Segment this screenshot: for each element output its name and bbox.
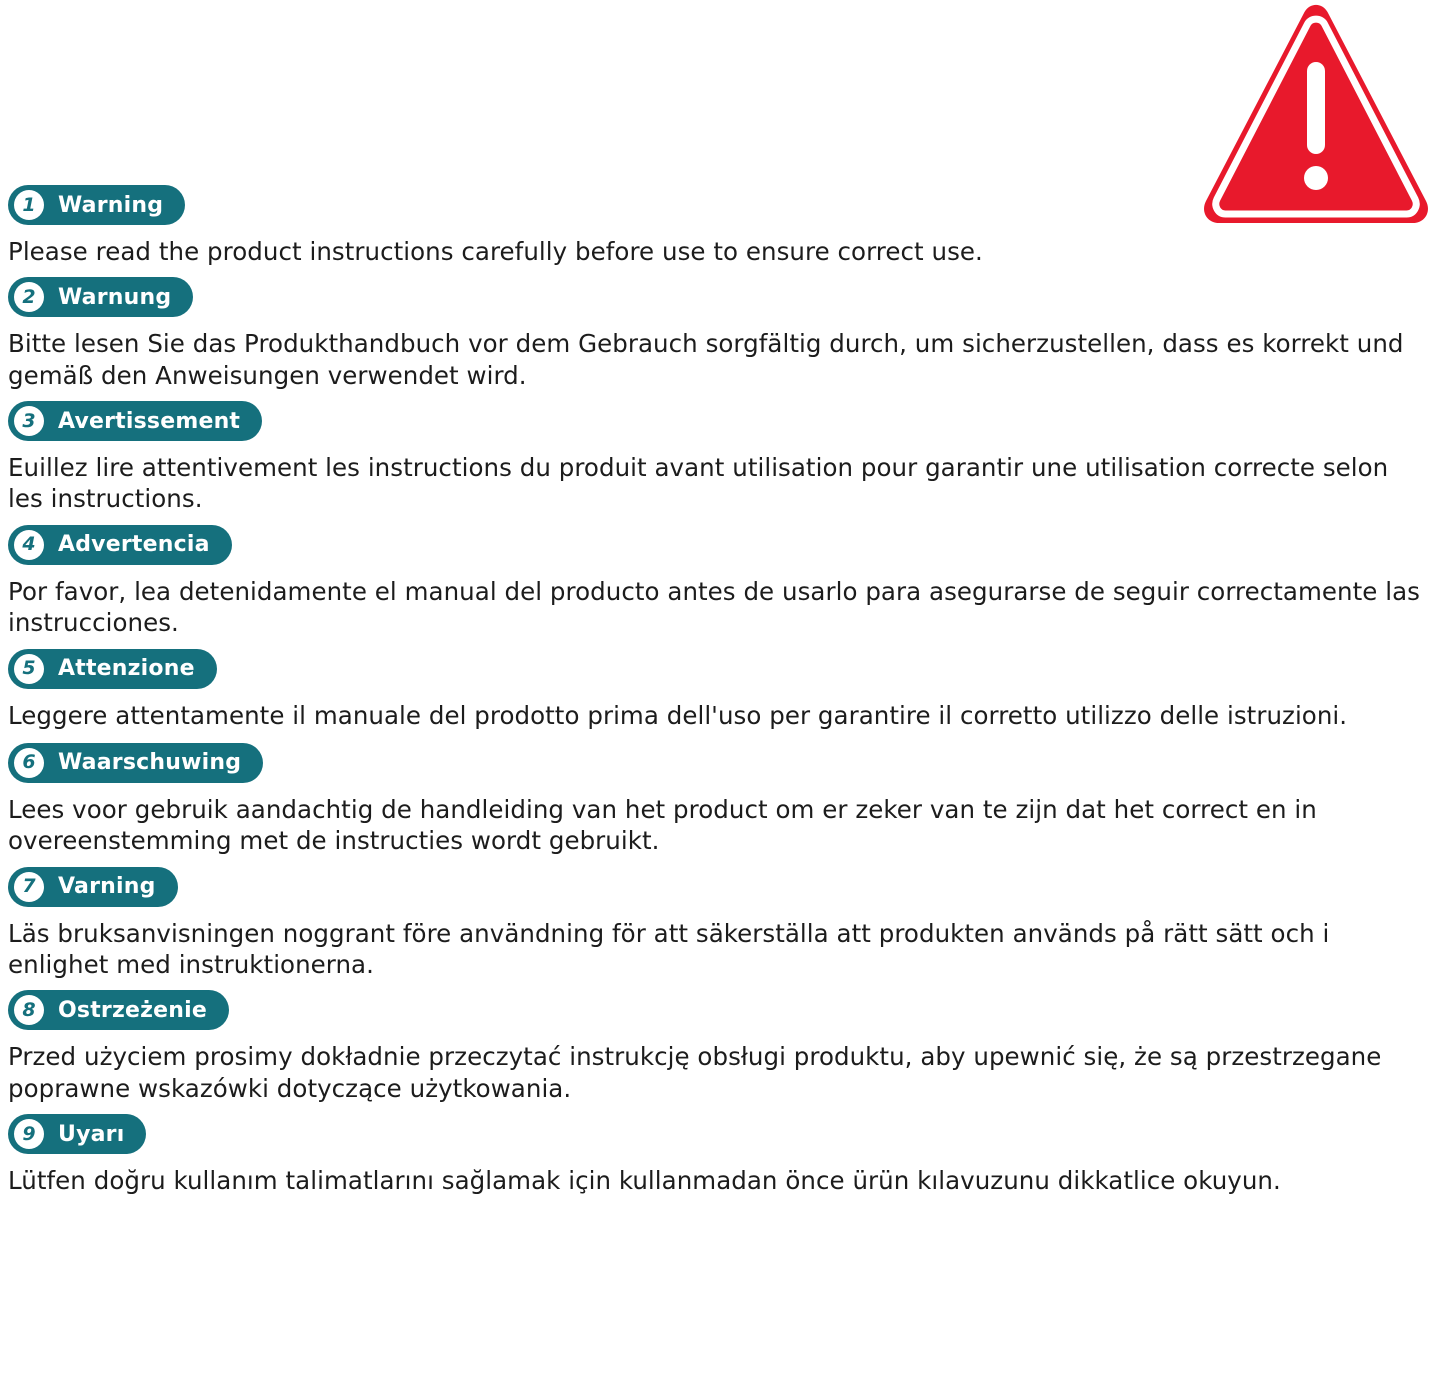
warning-section-5 — [8, 649, 1428, 731]
warning-section-3 — [8, 401, 1428, 515]
section-label-7: Varning — [58, 874, 156, 900]
warning-sections-list — [8, 185, 1428, 1206]
section-text-7: Läs bruksanvisningen noggrant före användning för att säkerställa att produkten används på rätt sätt och i enlighet med instruktionerna. — [8, 918, 1330, 979]
section-number-6: 6 — [14, 748, 44, 778]
warning-section-4 — [8, 525, 1428, 639]
section-tag-9 — [8, 1114, 146, 1154]
section-label-6: Waarschuwing — [58, 750, 242, 776]
section-text-2: Bitte lesen Sie das Produkthandbuch vor dem Gebrauch sorgfältig durch, um sicherzustellen, dass es korrekt und gemäß den Anweisungen verwendet wird. — [8, 329, 1404, 390]
section-tag-4 — [8, 525, 232, 565]
section-label-8: Ostrzeżenie — [58, 997, 207, 1023]
section-tag-3 — [8, 401, 262, 441]
section-tag-7 — [8, 867, 178, 907]
section-label-1: Warning — [58, 192, 164, 218]
section-number-9: 9 — [14, 1119, 44, 1149]
section-number-7: 7 — [14, 872, 44, 902]
section-label-9: Uyarı — [58, 1121, 125, 1147]
warning-section-6 — [8, 743, 1428, 857]
section-text-5: Leggere attentamente il manuale del prodotto prima dell'uso per garantire il corretto utilizzo delle istruzioni. — [8, 700, 1348, 730]
section-tag-5 — [8, 649, 217, 689]
section-number-1: 1 — [14, 190, 44, 220]
section-tag-6 — [8, 743, 263, 783]
section-label-2: Warnung — [58, 284, 172, 310]
warning-section-1 — [8, 185, 1428, 267]
section-text-6: Lees voor gebruik aandachtig de handleiding van het product om er zeker van te zijn dat het correct en in overeenstemming met de instructies wordt gebruikt. — [8, 794, 1317, 856]
section-label-3: Avertissement — [58, 408, 241, 434]
section-text-1: Please read the product instructions carefully before use to ensure correct use. — [8, 237, 983, 266]
section-text-8: Przed użyciem prosimy dokładnie przeczytać instrukcję obsługi produktu, aby upewnić się, że są przestrzegane poprawne wskazówki dotyczące użytkowania. — [8, 1042, 1382, 1103]
section-text-3: Euillez lire attentivement les instructions du produit avant utilisation pour garantir une utilisation correcte selon les instructions. — [8, 453, 1389, 514]
section-number-8: 8 — [14, 995, 44, 1025]
warning-section-2 — [8, 277, 1428, 391]
section-label-4: Advertencia — [58, 532, 210, 558]
section-number-4: 4 — [14, 530, 44, 560]
section-text-9: Lütfen doğru kullanım talimatlarını sağlamak için kullanmadan önce ürün kılavuzunu dikkatlice okuyun. — [8, 1166, 1281, 1196]
warning-section-8 — [8, 990, 1428, 1104]
section-number-5: 5 — [14, 654, 44, 684]
warning-section-9 — [8, 1114, 1428, 1196]
section-tag-2 — [8, 277, 193, 317]
section-tag-1 — [8, 185, 185, 225]
warning-section-7 — [8, 867, 1428, 981]
section-tag-8 — [8, 990, 229, 1030]
section-number-3: 3 — [14, 406, 44, 436]
section-number-2: 2 — [14, 282, 44, 312]
section-text-4: Por favor, lea detenidamente el manual del producto antes de usarlo para asegurarse de seguir correctamente las instrucciones. — [8, 576, 1420, 638]
section-label-5: Attenzione — [58, 656, 195, 682]
